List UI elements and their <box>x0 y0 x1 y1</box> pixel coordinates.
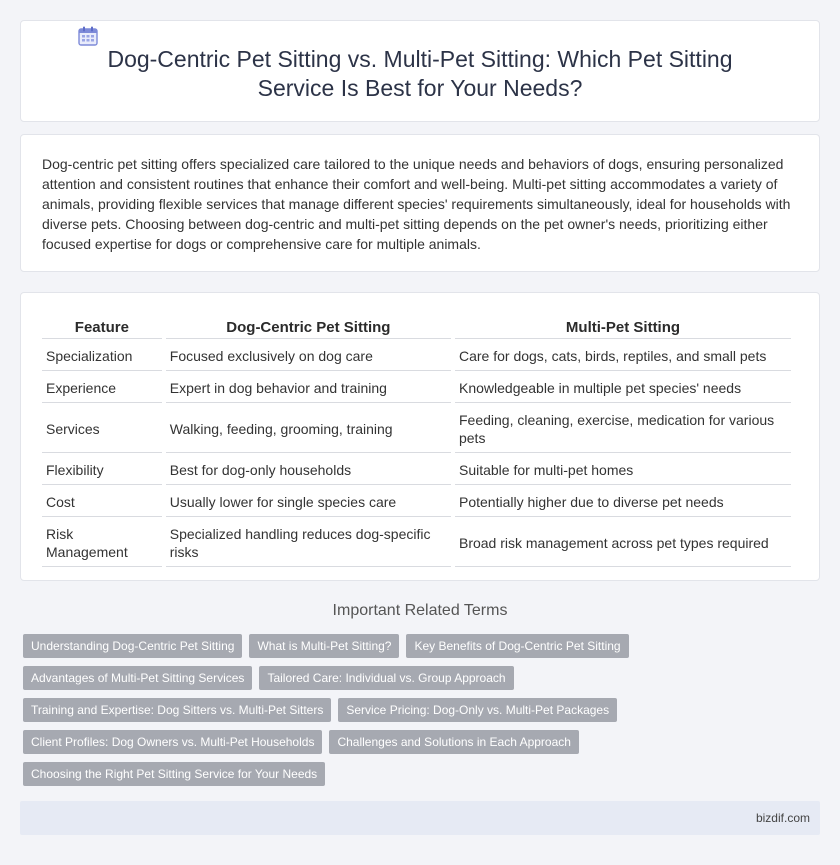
related-term-tag[interactable]: Advantages of Multi-Pet Sitting Services <box>23 666 252 690</box>
table-cell: Expert in dog behavior and training <box>166 373 451 403</box>
related-terms-title: Important Related Terms <box>332 602 508 619</box>
comparison-card <box>20 292 820 581</box>
table-cell: Knowledgeable in multiple pet species' needs <box>455 373 791 403</box>
table-row <box>42 373 791 403</box>
related-term-tag[interactable]: Training and Expertise: Dog Sitters vs. Multi-Pet Sitters <box>23 698 331 722</box>
comparison-table <box>38 313 795 569</box>
table-row <box>42 405 791 453</box>
table-header-row <box>42 315 791 339</box>
table-row <box>42 487 791 517</box>
related-term-tag[interactable]: Challenges and Solutions in Each Approach <box>329 730 579 754</box>
table-cell: Specialized handling reduces dog-specific risks <box>166 519 451 567</box>
table-cell: Broad risk management across pet types required <box>455 519 791 567</box>
page-title: Dog-Centric Pet Sitting vs. Multi-Pet Sitting: Which Pet Sitting Service Is Best for Your Needs? <box>107 46 733 101</box>
table-cell: Experience <box>42 373 162 403</box>
table-cell: Feeding, cleaning, exercise, medication for various pets <box>455 405 791 453</box>
column-header-multi-pet: Multi-Pet Sitting <box>455 315 791 339</box>
table-cell: Risk Management <box>42 519 162 567</box>
table-cell: Care for dogs, cats, birds, reptiles, and small pets <box>455 341 791 371</box>
table-cell: Usually lower for single species care <box>166 487 451 517</box>
site-name[interactable]: bizdif.com <box>755 811 810 825</box>
table-cell: Suitable for multi-pet homes <box>455 455 791 485</box>
related-term-tag[interactable]: Understanding Dog-Centric Pet Sitting <box>23 634 242 658</box>
footer <box>20 801 820 835</box>
table-row <box>42 519 791 567</box>
related-term-tag[interactable]: Service Pricing: Dog-Only vs. Multi-Pet Packages <box>338 698 617 722</box>
related-term-tag[interactable]: Client Profiles: Dog Owners vs. Multi-Pet Households <box>23 730 322 754</box>
column-header-feature: Feature <box>42 315 162 339</box>
column-header-dog-centric: Dog-Centric Pet Sitting <box>166 315 451 339</box>
table-cell: Cost <box>42 487 162 517</box>
table-cell: Flexibility <box>42 455 162 485</box>
related-term-tag[interactable]: Tailored Care: Individual vs. Group Approach <box>259 666 513 690</box>
table-cell: Best for dog-only households <box>166 455 451 485</box>
intro-card <box>20 134 820 272</box>
calendar-icon <box>77 25 99 47</box>
table-row <box>42 455 791 485</box>
table-cell: Walking, feeding, grooming, training <box>166 405 451 453</box>
header-card <box>20 20 820 122</box>
related-term-tag[interactable]: Choosing the Right Pet Sitting Service for Your Needs <box>23 762 325 786</box>
intro-paragraph: Dog-centric pet sitting offers specialized care tailored to the unique needs and behaviors of dogs, ensuring personalized attention and consistent routines that enhance their comfort and well-being. Multi-pet sitting accommodates a variety of animals, providing flexible services that manage different species' requirements simultaneously, ideal for households with diverse pets. Choosing between dog-centric and multi-pet sitting depends on the pet owner's needs, prioritizing either focused expertise for dogs or comprehensive care for multiple animals. <box>42 156 791 252</box>
table-cell: Potentially higher due to diverse pet needs <box>455 487 791 517</box>
table-cell: Specialization <box>42 341 162 371</box>
table-cell: Services <box>42 405 162 453</box>
table-row <box>42 341 791 371</box>
table-cell: Focused exclusively on dog care <box>166 341 451 371</box>
related-term-tag[interactable]: Key Benefits of Dog-Centric Pet Sitting <box>406 634 628 658</box>
related-term-tag[interactable]: What is Multi-Pet Sitting? <box>249 634 399 658</box>
related-terms-list <box>23 634 823 794</box>
